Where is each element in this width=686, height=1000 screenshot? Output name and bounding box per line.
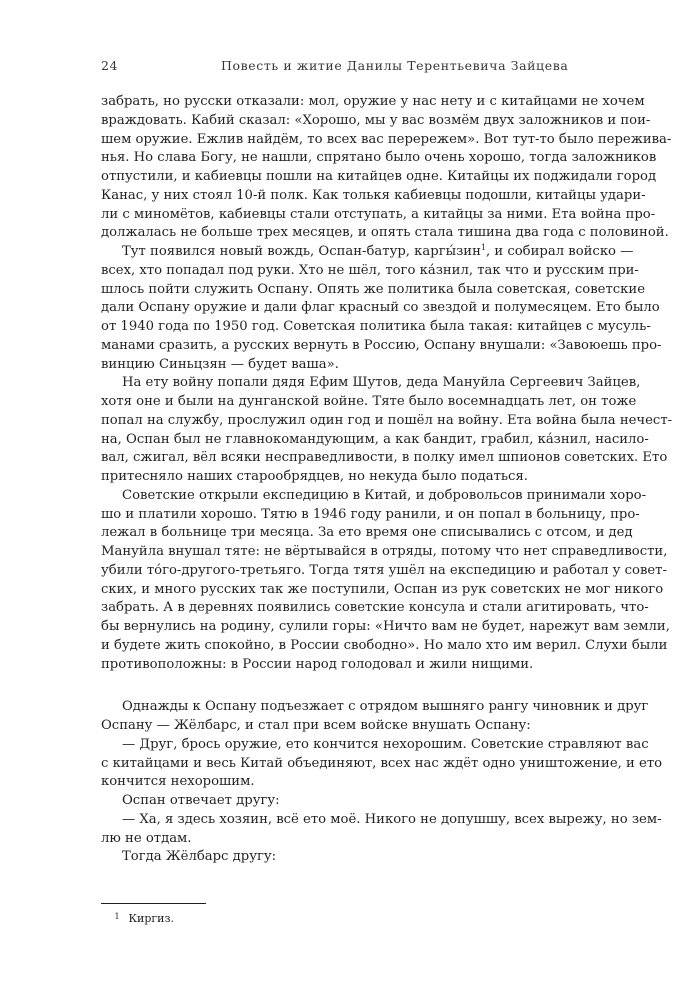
running-title: Повесть и житие Данилы Терентьевича Зайцева — [221, 58, 569, 73]
section-gap — [101, 674, 598, 698]
text-line: Оспан отвечает другу: — [122, 793, 280, 808]
text-line: ских, и много русских так же поступили, Оспан из рук советских не мог никого — [101, 581, 664, 597]
text-line: с китайцами и весь Китай объединяют, всех нас ждёт одно уништожение, и ето — [101, 755, 663, 771]
text-line: Тогда Жёлбарс другу: — [122, 849, 277, 865]
paragraph — [101, 243, 662, 374]
footnote-text: Киргиз. — [128, 912, 174, 925]
text-line: ли с миномётов, кабиевцы стали отступать, а китайцы за ними. Ета война про- — [101, 206, 656, 222]
text-line: на, Оспан был не главнокомандующим, а как бандит, грабил, ка́знил, насило- — [101, 431, 649, 447]
footnote — [101, 912, 174, 925]
text-line: бы вернулись на родину, сулили горы: «Ничто вам не будет, нарежут вам земли, — [101, 619, 670, 634]
text-line: На ету войну попали дядя Ефим Шутов, деда Мануйла Сергеевич Зайцев, — [122, 375, 641, 391]
text-line: должалась не больше трех месяцев, и опять стала тишина два года с половиной. — [101, 225, 669, 241]
body-text — [101, 93, 673, 867]
text-line: забрать, но русски отказали: мол, оружие у нас нету и с китайцами не хочем — [101, 94, 645, 109]
footnote-reference[interactable]: 1 — [480, 243, 486, 252]
dialogue-paragraph — [101, 736, 663, 792]
dialogue-paragraph — [101, 811, 662, 849]
text-line: Оспану — Жёлбарс, и стал при всем войске внушать Оспану: — [101, 718, 531, 733]
text-line: вал, сжигал, вёл всяки несправедливости, в полку имел шпионов советских. Ето — [101, 450, 668, 466]
text-line: отпустили, и кабиевцы пошли на китайцев одне. Китайцы их поджидали город — [101, 169, 657, 184]
text-line — [101, 243, 634, 262]
text-line: шем оружие. Ежлив найдём, то всех вас перережем». Вот тут-то было пережива- — [101, 131, 672, 147]
paragraph — [101, 848, 598, 867]
paragraph — [101, 374, 673, 487]
text-span: , и собирал войско — — [485, 244, 634, 259]
text-line: Канас, у них стоял 10-й полк. Как толькя кабиевцы подошли, китайцы удари- — [101, 187, 646, 203]
text-line: убили то́го-другого-третьяго. Тогда тятя ушёл на експедицию и работал у совет- — [101, 562, 667, 578]
text-line: нья. Но слава Богу, не нашли, спрятано было очень хорошо, тогда заложников — [101, 150, 657, 166]
text-line: дали Оспану оружие и дали флаг красный со звездой и полумесяцем. Ето было — [101, 300, 660, 316]
text-line: от 1940 года по 1950 год. Советская политика была такая: китайцев с мусуль- — [101, 319, 651, 334]
text-line: манами сразить, а русских вернуть в Россию, Оспану внушали: «Завоюешь про- — [101, 337, 662, 353]
text-line: Мануйла внушал тяте: не вёртывайся в отряды, потому что нет справедливости, — [101, 544, 668, 559]
text-line: кончится нехорошим. — [101, 774, 255, 790]
text-line: — Друг, брось оружие, ето кончится нехорошим. Советские стравляют вас — [122, 736, 649, 752]
paragraph — [101, 487, 670, 675]
text-line: забрать. А в деревнях появились советские консула и стали агитировать, что- — [101, 600, 649, 616]
text-line: — Ха, я здесь хозяин, всё ето моё. Никого не допушшу, всех вырежу, но зем- — [122, 811, 662, 827]
paragraph — [101, 93, 672, 243]
text-line: винцию Синьцзян — будет ваша». — [101, 356, 339, 372]
text-line: всех, хто попадал под руки. Хто не шёл, того ка́знил, так что и русским при- — [101, 262, 639, 278]
text-line: шо и платили хорошо. Тятю в 1946 году ранили, и он попал в больницу, про- — [101, 506, 640, 522]
text-line: попал на службу, прослужил один год и пошёл на войну. Ета война была нечест- — [101, 412, 673, 428]
footnote-divider — [101, 903, 206, 904]
text-line: лежал в больнице три месяца. За ето время оне списывались с отсом, и дед — [101, 525, 633, 541]
page-number: 24 — [101, 58, 119, 73]
footnote-mark: 1 — [114, 912, 120, 921]
paragraph — [101, 792, 598, 811]
text-line: и будете жить спокойно, в России свободно». Но мало хто им верил. Слухи были — [101, 637, 668, 653]
running-head — [101, 58, 601, 78]
text-line: шлось пойти служить Оспану. Опять же политика была советская, советские — [101, 281, 645, 297]
text-line: Советские открыли експедицию в Китай, и добровольсов принимали хоро- — [122, 487, 647, 503]
text-line: хотя оне и были на дунганской войне. Тяте было восемнадцать лет, он тоже — [101, 394, 637, 409]
text-line: лю не отдам. — [101, 830, 192, 846]
text-line: Однажды к Оспану подъезжает с отрядом вышняго рангу чиновник и друг — [122, 699, 649, 715]
text-span: Тут появился новый вождь, Оспан-батур, каргы́зин — [122, 244, 481, 259]
text-line: притесняло наших старообрядцев, но некуда было податься. — [101, 469, 528, 484]
paragraph — [101, 698, 649, 736]
text-line: противоположны: в России народ голодовал и жили нищими. — [101, 656, 534, 672]
text-line: враждовать. Кабий сказал: «Хорошо, мы у вас возмём двух заложников и пои- — [101, 112, 651, 128]
